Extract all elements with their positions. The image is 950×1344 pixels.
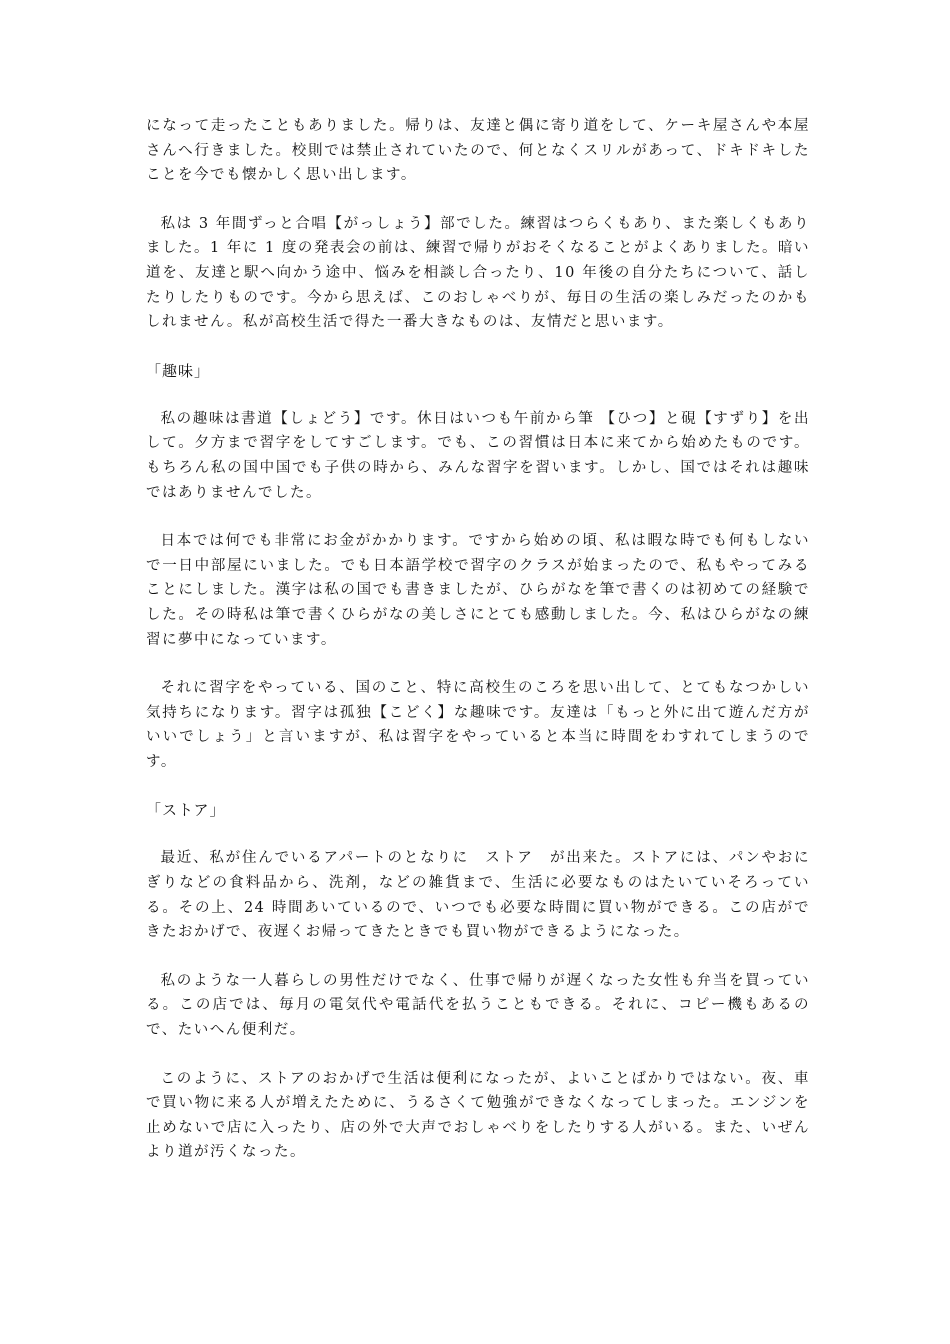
paragraph-gap	[146, 335, 810, 359]
store-paragraph-2: 私のような一人暮らしの男性だけでなく、仕事で帰りが遅くなった女性も弁当を買っている。この店では、毎月の電気代や電話代を払うこともできる。それに、コピー機もあるので、たいへん便利だ。	[146, 972, 810, 1039]
store-paragraph-3: このように、ストアのおかげで生活は便利になったが、よいことばかりではない。夜、車で買い物に来る人が増えたために、うるさくて勉強ができなくなってしまった。エンジンを止めないで店に入ったり、店の外で大声でおしゃべりをしたりする人がいる。また、いぜんより道が汚くなった。	[146, 1070, 810, 1161]
hobby-paragraph-3: それに習字をやっている、国のこと、特に高校生のころを思い出して、とてもなつかしい気持ちになります。習字は孤独【こどく】な趣味です。友達は「もっと外に出て遊んだ方がいいでしょう」と言いますが、私は習字をやっていると本当に時間をわすれてしまうのです。	[146, 680, 810, 770]
store-paragraph-1: 最近、私が住んでいるアパートのとなりに ストア が出来た。ストアには、パンやおにぎりなどの食料品から、洗剤，などの雑貨まで、生活に必要なものはたいていそろっている。その上、24 時間あいているので、いつでも必要な時間に買い物ができる。この店ができたおかげで、夜遅くお帰ってきたときでも買い物ができるようになった。	[146, 850, 810, 941]
paragraph-gap	[146, 1043, 810, 1067]
school-paragraph-1: になって走ったこともありました。帰りは、友達と偶に寄り道をして、ケーキ屋さんや本屋さんへ行きました。校則では禁止されていたので、何となくスリルがあって、ドキドキしたことを今でも懐かしく思い出します。	[146, 118, 810, 184]
paragraph-gap	[146, 945, 810, 969]
store-heading: 「ストア」	[146, 801, 226, 820]
document-page	[146, 114, 810, 1165]
hobby-heading: 「趣味」	[146, 361, 211, 380]
paragraph-gap	[146, 774, 810, 798]
paragraph-gap	[146, 505, 810, 529]
heading-gap	[146, 383, 810, 407]
heading-gap	[146, 822, 810, 846]
hobby-paragraph-1: 私の趣味は書道【しょどう】です。休日はいつも午前から筆 【ひつ】と硯【すずり】を出して。夕方まで習字をしてすごします。でも、この習慣は日本に来てから始めたものです。もちろん私の国中国でも子供の時から、みんな習字を習います。しかし、国ではそれは趣味ではありませんでした。	[146, 410, 810, 501]
school-paragraph-2: 私は 3 年間ずっと合唱【がっしょう】部でした。練習はつらくもあり、また楽しくもありました。1 年に 1 度の発表会の前は、練習で帰りがおそくなることがよくありました。暗い道を、友達と駅へ向かう途中、悩みを相談し合ったり、10 年後の自分たちについて、話したりしたりものです。今から思えば、このおしゃべりが、毎日の生活の楽しみだったのかもしれません。私が高校生活で得た一番大きなものは、友情だと思います。	[146, 215, 810, 331]
hobby-paragraph-2: 日本では何でも非常にお金がかかります。ですから始めの頃、私は暇な時でも何もしないで一日中部屋にいました。でも日本語学校で習字のクラスが始まったので、私もやってみることにしました。漢字は私の国でも書きましたが、ひらがなを筆で書くのは初めての経験でした。その時私は筆で書くひらがなの美しさにとても感動しました。今、私はひらがなの練習に夢中になっています。	[146, 533, 810, 648]
paragraph-gap	[146, 652, 810, 676]
paragraph-gap	[146, 188, 810, 212]
